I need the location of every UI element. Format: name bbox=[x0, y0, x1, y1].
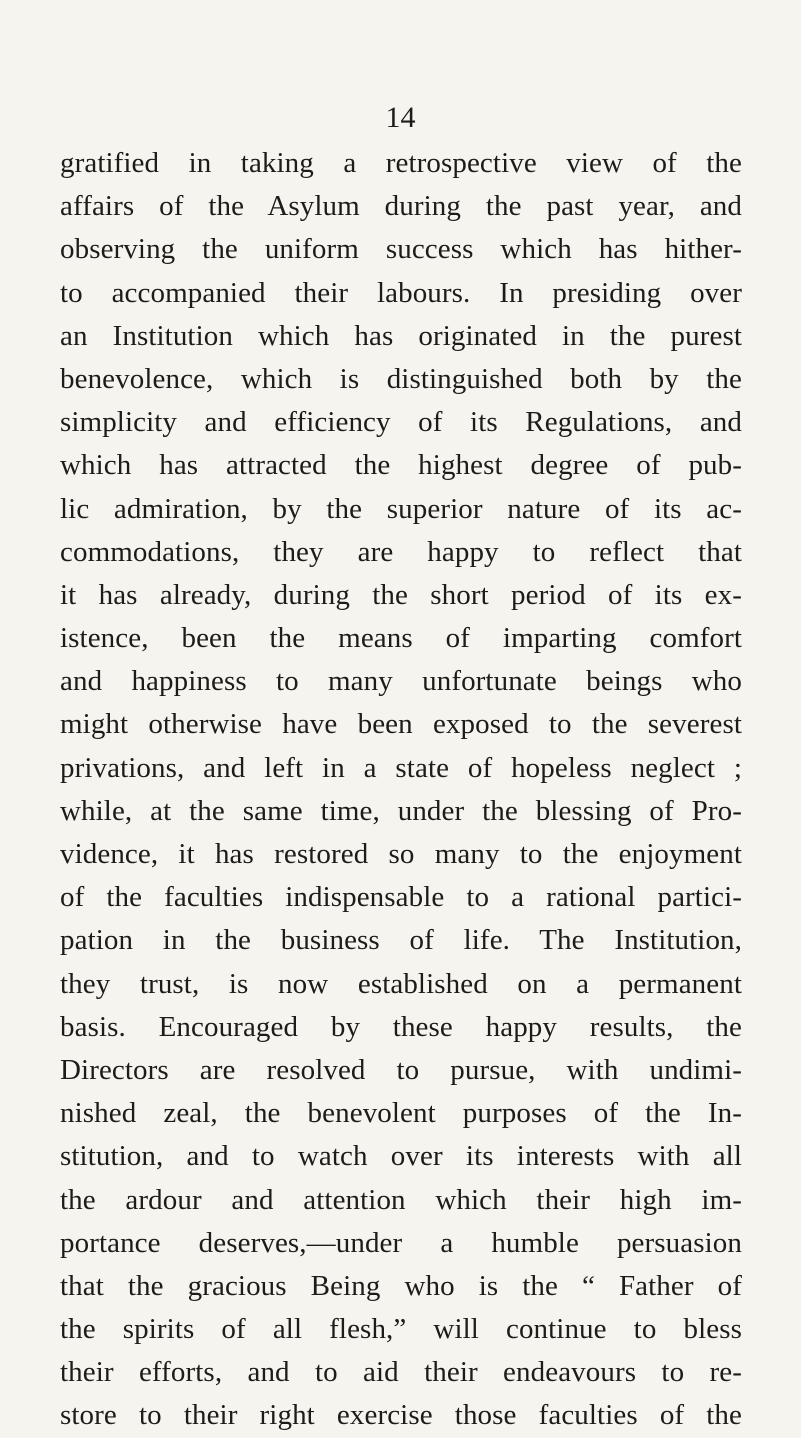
text-line: affairs of the Asylum during the past year, and bbox=[60, 190, 742, 223]
text-line: the ardour and attention which their high im- bbox=[60, 1183, 742, 1216]
text-line: observing the uniform success which has hither- bbox=[60, 233, 742, 266]
text-line: istence, been the means of imparting comfort bbox=[60, 622, 742, 655]
body-text bbox=[60, 142, 742, 1438]
text-line: an Institution which has originated in the purest bbox=[60, 319, 742, 352]
text-line: and happiness to many unfortunate beings who bbox=[60, 665, 742, 698]
text-line: benevolence, which is distinguished both by the bbox=[60, 362, 742, 395]
text-line: gratified in taking a retrospective view of the bbox=[60, 147, 742, 179]
text-line: vidence, it has restored so many to the enjoyment bbox=[60, 838, 742, 870]
text-line: they trust, is now established on a permanent bbox=[60, 967, 742, 1000]
text-line: portance deserves,—under a humble persuasion bbox=[60, 1226, 742, 1259]
page-number: 14 bbox=[385, 101, 416, 134]
text-line: basis. Encouraged by these happy results, the bbox=[60, 1010, 742, 1043]
text-line: their efforts, and to aid their endeavours to re- bbox=[60, 1356, 742, 1389]
text-line: simplicity and efficiency of its Regulations, and bbox=[60, 406, 742, 439]
text-line: lic admiration, by the superior nature of its ac- bbox=[60, 492, 742, 525]
text-line: of the faculties indispensable to a rational partici- bbox=[60, 881, 742, 914]
text-line: that the gracious Being who is the “ Father of bbox=[60, 1269, 742, 1302]
text-line: to accompanied their labours. In presiding over bbox=[60, 276, 742, 309]
text-line: pation in the business of life. The Institution, bbox=[60, 924, 742, 957]
text-line: commodations, they are happy to reflect that bbox=[60, 535, 742, 568]
text-line: might otherwise have been exposed to the severest bbox=[60, 708, 742, 741]
text-line: which has attracted the highest degree of pub- bbox=[60, 449, 742, 482]
text-line: store to their right exercise those faculties of the bbox=[60, 1399, 742, 1432]
text-line: nished zeal, the benevolent purposes of the In- bbox=[60, 1097, 742, 1130]
text-line: it has already, during the short period of its ex- bbox=[60, 578, 742, 611]
text-line: the spirits of all flesh,” will continue to bless bbox=[60, 1313, 742, 1346]
text-line: while, at the same time, under the blessing of Pro- bbox=[60, 794, 742, 827]
text-line: privations, and left in a state of hopeless neglect ; bbox=[60, 751, 742, 784]
text-line: Directors are resolved to pursue, with undimi- bbox=[60, 1053, 742, 1086]
text-line: stitution, and to watch over its interests with all bbox=[60, 1140, 742, 1173]
